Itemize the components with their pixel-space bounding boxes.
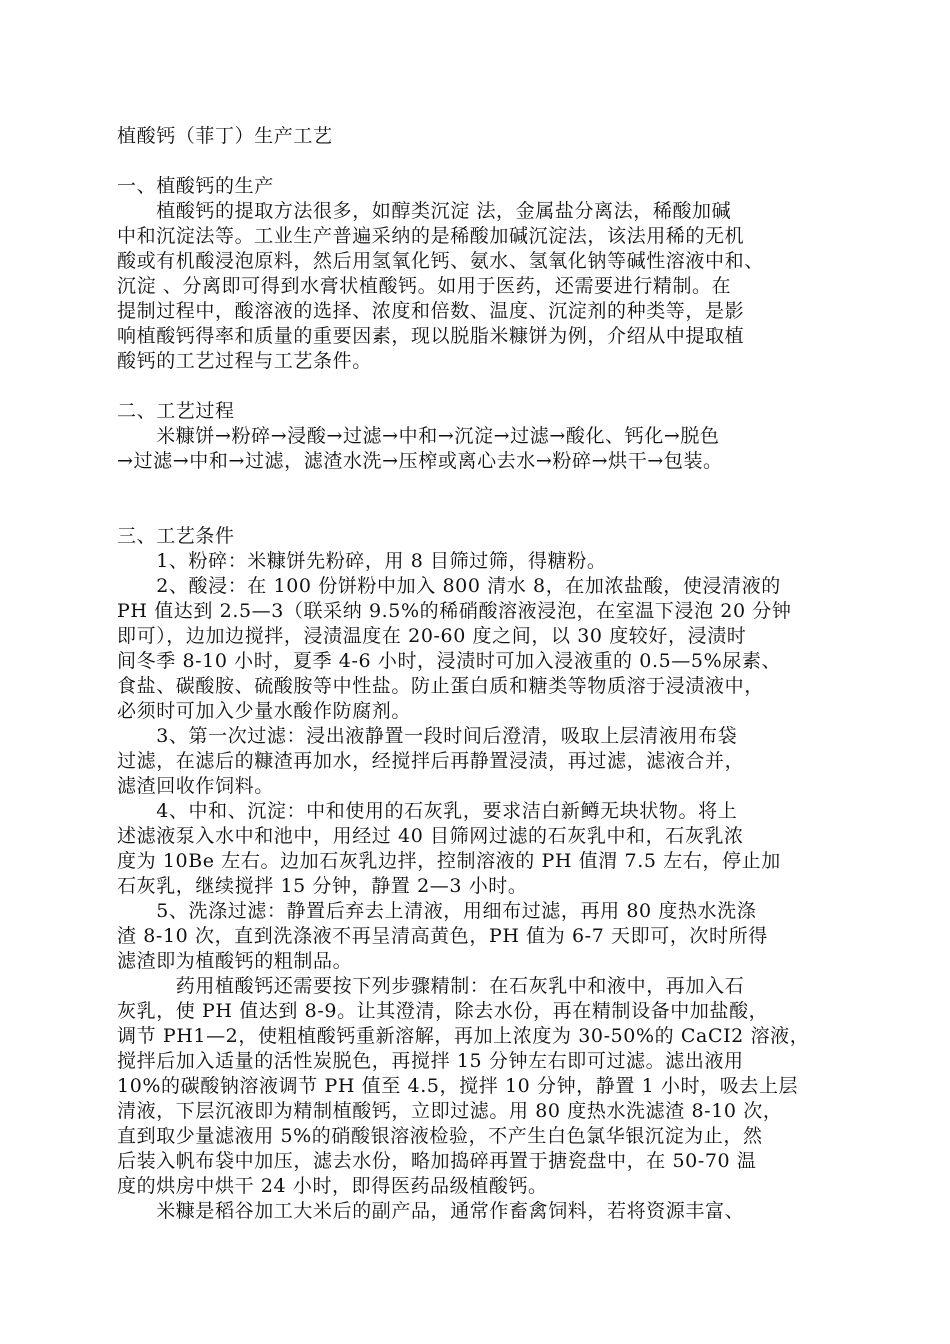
section-production-paragraph: [117, 199, 835, 374]
text-line: 10%的碳酸钠溶液调节 PH 值至 4.5，搅拌 10 分钟，静置 1 小时，吸去上层: [117, 1075, 799, 1097]
text-line: 1、粉碎：米糠饼先粉碎，用 8 目筛过筛，得糖粉。: [117, 550, 607, 572]
text-line: 滤渣回收作饲料。: [117, 775, 274, 797]
text-line: 药用植酸钙还需要按下列步骤精制：在石灰乳中和液中，再加入石: [117, 975, 745, 997]
section-process-paragraph: [117, 424, 835, 474]
spacer: [117, 474, 835, 524]
text-line: 直到取少量滤液用 5%的硝酸银溶液检验，不产生白色氯华银沉淀为止，然: [117, 1125, 763, 1147]
text-line: 沉淀 、分离即可得到水膏状植酸钙。如用于医药，还需要进行精制。在: [117, 275, 732, 297]
text-line: 度为 10Be 左右。边加石灰乳边拌，控制溶液的 PH 值渭 7.5 左右，停止加: [117, 850, 781, 872]
section-heading-process: 二、工艺过程: [117, 400, 235, 422]
section-conditions-paragraph: [117, 549, 835, 1224]
text-line: 食盐、碳酸胺、硫酸胺等中性盐。防止蛋白质和糖类等物质溶于浸渍液中，: [117, 675, 764, 697]
text-line: 间冬季 8-10 小时，夏季 4-6 小时，浸渍时可加入浸液重的 0.5—5%尿素、: [117, 650, 782, 672]
section-heading-conditions: 三、工艺条件: [117, 525, 235, 547]
text-line: 石灰乳，继续搅拌 15 分钟，静置 2—3 小时。: [117, 875, 528, 897]
text-line: 调节 PH1—2，使粗植酸钙重新溶解，再加上浓度为 30-50%的 CaCI2 溶液，: [117, 1025, 810, 1047]
spacer: [117, 374, 835, 399]
text-line: 即可），边加边搅拌，浸渍温度在 20-60 度之间，以 30 度较好，浸渍时: [117, 625, 747, 647]
text-line: 过滤，在滤后的糠渣再加水，经搅拌后再静置浸渍，再过滤，滤液合并，: [117, 750, 745, 772]
text-line: 米糠饼→粉碎→浸酸→过滤→中和→沉淀→过滤→酸化、钙化→脱色: [117, 425, 720, 447]
text-line: 清液，下层沉液即为精制植酸钙，立即过滤。用 80 度热水洗滤渣 8-10 次，: [117, 1100, 783, 1122]
text-line: 4、中和、沉淀：中和使用的石灰乳，要求洁白新鳟无块状物。将上: [117, 800, 738, 822]
text-line: 植酸钙的提取方法很多，如醇类沉淀 法，金属盐分离法，稀酸加碱: [117, 200, 732, 222]
text-line: 度的烘房中烘干 24 小时，即得医药品级植酸钙。: [117, 1175, 548, 1197]
text-line: 3、第一次过滤：浸出液静置一段时间后澄清，吸取上层清液用布袋: [117, 725, 738, 747]
section-heading-production: 一、植酸钙的生产: [117, 175, 274, 197]
text-line: 滤渣即为植酸钙的粗制品。: [117, 950, 353, 972]
text-line: 中和沉淀法等。工业生产普遍采纳的是稀酸加碱沉淀法，该法用稀的无机: [117, 225, 745, 247]
text-line: 提制过程中，酸溶液的选择、浓度和倍数、温度、沉淀剂的种类等，是影: [117, 300, 745, 322]
text-line: 酸钙的工艺过程与工艺条件。: [117, 350, 372, 372]
text-line: 灰乳，使 PH 值达到 8-9。让其澄清，除去水份，再在精制设备中加盐酸，: [117, 1000, 769, 1022]
text-line: 响植酸钙得率和质量的重要因素，现以脱脂米糠饼为例，介绍从中提取植: [117, 325, 745, 347]
text-line: 必须时可加入少量水酸作防腐剂。: [117, 700, 412, 722]
text-line: 搅拌后加入适量的活性炭脱色，再搅拌 15 分钟左右即可过滤。滤出液用: [117, 1050, 744, 1072]
text-line: 米糠是稻谷加工大米后的副产品，通常作畜禽饲料，若将资源丰富、: [117, 1200, 745, 1222]
document-body: [117, 124, 835, 1224]
text-line: 酸或有机酸浸泡原料，然后用氢氧化钙、氨水、氢氧化钠等碱性溶液中和、: [117, 250, 764, 272]
text-line: 2、酸浸：在 100 份饼粉中加入 800 清水 8，在加浓盐酸，使浸清液的: [117, 575, 781, 597]
text-line: 5、洗涤过滤：静置后弃去上清液，用细布过滤，再用 80 度热水洗涤: [117, 900, 757, 922]
text-line: 后装入帆布袋中加压，滤去水份，略加捣碎再置于搪瓷盘中，在 50-70 温: [117, 1150, 757, 1172]
document-title: 植酸钙（菲丁）生产工艺: [117, 125, 333, 147]
text-line: 渣 8-10 次，直到洗涤液不再呈清高黄色，PH 值为 6-7 天即可，次时所得: [117, 925, 768, 947]
text-line: 述滤液泵入水中和池中，用经过 40 目筛网过滤的石灰乳中和，石灰乳浓: [117, 825, 744, 847]
text-line: PH 值达到 2.5—3（联采纳 9.5%的稀硝酸溶液浸泡，在室温下浸泡 20 分钟: [117, 600, 792, 622]
text-line: →过滤→中和→过滤，滤渣水洗→压榨或离心去水→粉碎→烘干→包装。: [117, 450, 723, 472]
